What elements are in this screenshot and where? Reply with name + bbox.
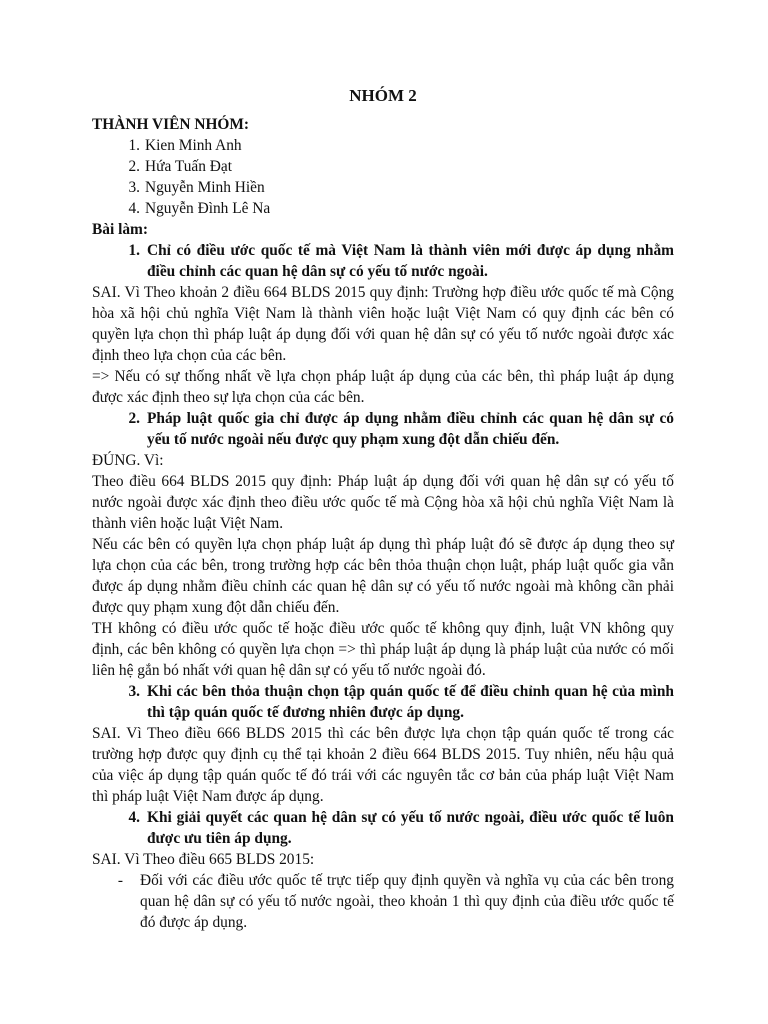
- list-number: 1.: [128, 137, 140, 154]
- question-2: [92, 408, 674, 450]
- member-name: Nguyễn Minh Hiền: [145, 179, 265, 196]
- member-name: Nguyễn Đình Lê Na: [145, 200, 271, 217]
- list-item: [92, 156, 674, 177]
- question-4: [92, 807, 674, 849]
- work-heading: Bài làm:: [92, 221, 149, 238]
- list-item: [92, 135, 674, 156]
- member-name: Hứa Tuấn Đạt: [145, 158, 233, 175]
- question-1: [92, 240, 674, 282]
- answer-paragraph: SAI. Vì Theo khoản 2 điều 664 BLDS 2015 quy định: Trường hợp điều ước quốc tế mà Cộng hòa xã hội chủ nghĩa Việt Nam là thành viên hoặc luật Việt Nam có quy định các bên có quyền lựa chọn thì pháp luật áp dụng đối với quan hệ dân sự có yếu tố nước ngoài được xác định theo lựa chọn của các bên.: [92, 284, 674, 364]
- answer-paragraph: ĐÚNG. Vì:: [92, 452, 164, 469]
- bullet-text: Đối với các điều ước quốc tế trực tiếp quy định quyền và nghĩa vụ của các bên trong quan hệ dân sự có yếu tố nước ngoài, theo khoản 1 thì quy định của điều ước quốc tế đó được áp dụng.: [140, 872, 674, 931]
- bullet-dash: -: [117, 872, 123, 889]
- list-number: 3.: [128, 179, 140, 196]
- answer-paragraph: => Nếu có sự thống nhất về lựa chọn pháp luật áp dụng của các bên, thì pháp luật áp dụng được xác định theo sự lựa chọn của các bên.: [92, 368, 674, 406]
- list-item: [92, 177, 674, 198]
- answer-paragraph: TH không có điều ước quốc tế hoặc điều ước quốc tế không quy định, luật VN không quy định, các bên không có quyền lựa chọn => thì pháp luật áp dụng là pháp luật của nước có mối liên hệ gắn bó nhất với quan hệ dân sự có yếu tố nước ngoài đó.: [92, 620, 674, 679]
- answer-paragraph: SAI. Vì Theo điều 666 BLDS 2015 thì các bên được lựa chọn tập quán quốc tế trong các trường hợp được quy định cụ thể tại khoản 2 điều 664 BLDS 2015. Tuy nhiên, nếu hậu quả của việc áp dụng tập quán quốc tế đó trái với các nguyên tắc cơ bản của pháp luật Việt Nam thì pháp luật Việt Nam được áp dụng.: [92, 725, 674, 805]
- question-number: 4.: [128, 809, 140, 826]
- question-text: Khi các bên thỏa thuận chọn tập quán quốc tế để điều chỉnh quan hệ của mình thì tập quán quốc tế đương nhiên được áp dụng.: [147, 683, 674, 721]
- question-text: Pháp luật quốc gia chỉ được áp dụng nhằm điều chỉnh các quan hệ dân sự có yếu tố nước ngoài nếu được quy phạm xung đột dẫn chiếu đến.: [147, 410, 674, 448]
- question-number: 2.: [128, 410, 140, 427]
- question-text: Khi giải quyết các quan hệ dân sự có yếu tố nước ngoài, điều ước quốc tế luôn được ưu tiên áp dụng.: [147, 809, 674, 847]
- document-title: NHÓM 2: [349, 86, 417, 105]
- list-number: 2.: [128, 158, 140, 175]
- question-number: 3.: [128, 683, 140, 700]
- question-number: 1.: [128, 242, 140, 259]
- question-3: [92, 681, 674, 723]
- bullet-item: [92, 870, 674, 933]
- answer-paragraph: Theo điều 664 BLDS 2015 quy định: Pháp luật áp dụng đối với quan hệ dân sự có yếu tố nước ngoài được xác định theo điều ước quốc tế mà Cộng hòa xã hội chủ nghĩa Việt Nam là thành viên hoặc luật Việt Nam.: [92, 473, 674, 532]
- question-text: Chỉ có điều ước quốc tế mà Việt Nam là thành viên mới được áp dụng nhằm điều chỉnh các quan hệ dân sự có yếu tố nước ngoài.: [147, 242, 674, 280]
- list-item: [92, 198, 674, 219]
- list-number: 4.: [128, 200, 140, 217]
- answer-paragraph: Nếu các bên có quyền lựa chọn pháp luật áp dụng thì pháp luật đó sẽ được áp dụng theo sự lựa chọn của các bên, trong trường hợp các bên thỏa thuận chọn luật, pháp luật quốc gia vẫn được áp dụng nhằm điều chỉnh các quan hệ dân sự có yếu tố nước ngoài mà không cần phải được quy phạm xung đột dẫn chiếu đến.: [92, 536, 674, 616]
- answer-paragraph: SAI. Vì Theo điều 665 BLDS 2015:: [92, 851, 315, 868]
- document-page: [92, 84, 674, 933]
- members-heading: THÀNH VIÊN NHÓM:: [92, 116, 250, 133]
- member-name: Kien Minh Anh: [145, 137, 242, 154]
- members-list: [92, 135, 674, 219]
